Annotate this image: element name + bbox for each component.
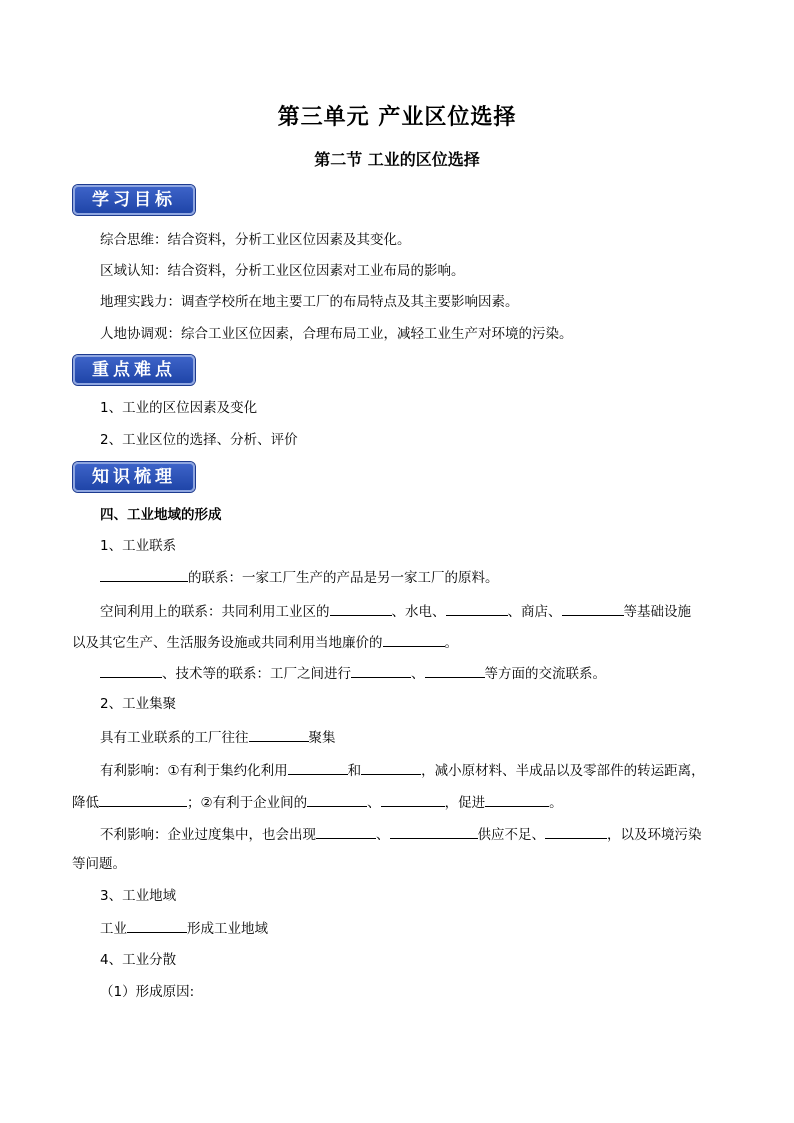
answer-blank[interactable] [545,824,607,839]
answer-blank[interactable] [383,632,445,647]
fill-in-line: 空间利用上的联系：共同利用工业区的 、水电、 、商店、 等基础设施 [100,601,691,622]
badge-key-points: 重点难点 [73,355,195,385]
answer-blank[interactable] [361,760,421,775]
fill-in-line: 不利影响：企业过度集中，也会出现 、 供应不足、 ，以及环境污染 [100,824,702,845]
key-point-line: 1、工业的区位因素及变化 [100,400,258,416]
answer-blank[interactable] [249,727,309,742]
answer-blank[interactable] [390,824,478,839]
fill-in-line: 具有工业联系的工厂往往 聚集 [100,727,336,748]
section-heading: 四、工业地域的形成 [100,507,222,523]
subsection-heading: 4、工业分散 [100,952,177,968]
subsection-heading: 2、工业集聚 [100,696,177,712]
answer-blank[interactable] [485,792,549,807]
objective-line: 区域认知：结合资料，分析工业区位因素对工业布局的影响。 [100,263,465,279]
section-subtitle: 第二节 工业的区位选择 [314,150,480,169]
answer-blank[interactable] [425,663,485,678]
answer-blank[interactable] [562,601,624,616]
answer-blank[interactable] [127,918,187,933]
objective-line: 人地协调观：综合工业区位因素，合理布局工业，减轻工业生产对环境的污染。 [100,326,573,342]
answer-blank[interactable] [316,824,376,839]
answer-blank[interactable] [307,792,367,807]
answer-blank[interactable] [100,663,162,678]
answer-blank[interactable] [330,601,392,616]
badge-knowledge-review: 知识梳理 [73,462,195,492]
fill-in-line: 的联系：一家工厂生产的产品是另一家工厂的原料。 [100,567,499,588]
answer-blank[interactable] [100,567,188,582]
answer-blank[interactable] [446,601,508,616]
fill-in-line: 工业 形成工业地域 [100,918,268,939]
objective-line: 综合思维：结合资料，分析工业区位因素及其变化。 [100,232,411,248]
subsection-heading: 1、工业联系 [100,538,177,554]
fill-in-line: 有利影响：①有利于集约化利用 和 ，减小原材料、半成品以及零部件的转运距离， [100,760,705,781]
objective-line: 地理实践力：调查学校所在地主要工厂的布局特点及其主要影响因素。 [100,294,519,310]
answer-blank[interactable] [381,792,445,807]
fill-in-line: 以及其它生产、生活服务设施或共同利用当地廉价的 。 [72,632,458,653]
body-line: （1）形成原因: [100,984,195,1000]
fill-in-line: 、技术等的联系：工厂之间进行 、 等方面的交流联系。 [100,663,606,684]
answer-blank[interactable] [288,760,348,775]
answer-blank[interactable] [351,663,411,678]
answer-blank[interactable] [99,792,187,807]
badge-learning-objectives: 学习目标 [73,185,195,215]
page-title: 第三单元 产业区位选择 [277,104,517,130]
body-line: 等问题。 [72,856,126,872]
key-point-line: 2、工业区位的选择、分析、评价 [100,432,298,448]
subsection-heading: 3、工业地域 [100,888,177,904]
fill-in-line: 降低 ；②有利于企业间的 、 ，促进 。 [72,792,563,813]
